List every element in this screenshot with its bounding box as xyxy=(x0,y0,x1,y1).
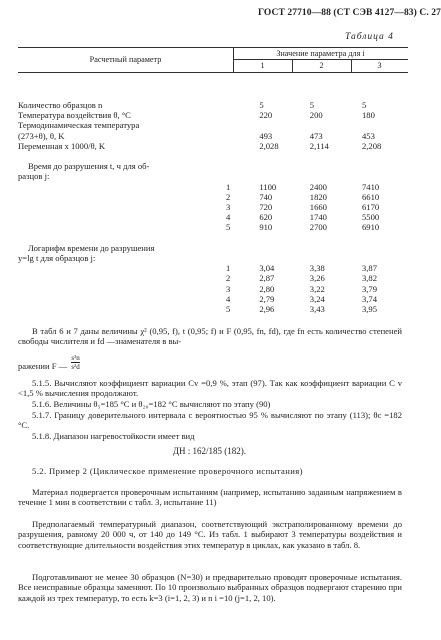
cell-value-3: 453 xyxy=(361,130,375,141)
cell-value-1 xyxy=(256,171,309,181)
table-row xyxy=(18,192,408,202)
cell-value-1 xyxy=(256,253,309,263)
paragraph-temperature-range: Предполагаемый температурный диапазон, соответствующий экстраполированному времени до разрушения, равному 20 000 ч, от 140 до 149 °С. Из табл. 1 выбирают 3 температуры воздействия и соответствующие длительности воздействия этих температур в циклах, как указано в табл. 8. xyxy=(18,519,402,550)
cell-value-2: 200 xyxy=(309,110,323,121)
table-row xyxy=(18,131,408,141)
row-label: Термодинамическая температура xyxy=(18,120,140,131)
cell-value-1: 220 xyxy=(259,110,273,121)
table-row xyxy=(18,294,408,304)
table-row xyxy=(18,253,408,263)
row-label: 1 xyxy=(226,181,231,192)
table-row xyxy=(18,161,408,171)
cell-value-3 xyxy=(362,120,408,130)
cell-value-3: 6910 xyxy=(361,222,380,233)
cell-value-2 xyxy=(310,253,362,263)
row-label xyxy=(18,233,256,243)
cell-value-2: 2400 xyxy=(309,181,327,192)
table-row xyxy=(18,212,408,222)
column-header-3: 3 xyxy=(377,61,382,70)
table-row xyxy=(18,151,408,161)
row-label: (273+θ), θ, K xyxy=(18,130,65,141)
table-row xyxy=(18,120,408,130)
column-header-values: Значение параметра для i xyxy=(276,49,365,58)
cell-value-1: 493 xyxy=(259,130,273,141)
cell-value-2 xyxy=(310,171,362,181)
row-label xyxy=(18,151,256,161)
table-row xyxy=(18,141,408,151)
cell-value-2 xyxy=(310,243,362,253)
cell-value-3: 3,74 xyxy=(361,293,378,304)
row-label: Время до разрушения t, ч для об- xyxy=(28,161,150,172)
cell-value-3 xyxy=(362,151,408,161)
row-label: 1 xyxy=(226,263,231,274)
section-5-2-heading: 5.2. Пример 2 (Циклическое применение проверочного испытания) xyxy=(32,466,303,476)
row-label: 3 xyxy=(226,283,231,294)
cell-value-2 xyxy=(310,161,362,171)
cell-value-3 xyxy=(362,233,408,243)
cell-value-3: 7410 xyxy=(361,181,380,192)
cell-value-3 xyxy=(362,161,408,171)
column-header-parameter: Расчетный параметр xyxy=(89,55,162,64)
paragraph-samples: Подготавливают не менее 30 образцов (N=30) и предварительно проводят проверочные испытания. Все неисправные образцы заменяют. По 10 произвольно выбранных образцов подвергают старению при каждой из трех температур, то есть k=3 (i=1, 2, 3) и n i =10 (j=1, 2, 10). xyxy=(18,572,402,603)
cell-value-1 xyxy=(256,151,309,161)
table-row xyxy=(18,222,408,232)
cell-value-3 xyxy=(362,253,408,263)
table-row xyxy=(18,304,408,314)
table-row xyxy=(18,171,408,181)
cell-value-2: 3,22 xyxy=(309,283,325,294)
cell-value-2: 473 xyxy=(309,130,323,141)
table-top-rule xyxy=(18,47,408,48)
cell-value-3: 2,208 xyxy=(361,140,382,151)
cell-value-3: 6610 xyxy=(361,191,380,202)
cell-value-2: 1820 xyxy=(309,191,327,202)
table-row xyxy=(18,110,408,120)
cell-value-2 xyxy=(310,151,362,161)
cell-value-1: 720 xyxy=(259,202,273,213)
table-row xyxy=(18,100,408,110)
cell-value-1: 2,79 xyxy=(259,293,275,304)
cell-value-3: 5500 xyxy=(361,212,380,223)
cell-value-1: 620 xyxy=(259,212,273,223)
cell-value-1: 5 xyxy=(259,100,264,110)
row-label: 4 xyxy=(226,212,231,223)
formula-dn: ДН : 162/185 (182). xyxy=(172,446,247,456)
row-label: 2 xyxy=(226,191,231,202)
table-row xyxy=(18,263,408,273)
cell-value-1: 740 xyxy=(259,191,273,202)
row-label: Количество образцов n xyxy=(18,100,103,110)
cell-value-1 xyxy=(256,120,309,130)
table-row xyxy=(18,202,408,212)
row-label: 5 xyxy=(226,222,231,233)
cell-value-3: 3,79 xyxy=(361,283,378,294)
table-head-bottom-rule xyxy=(18,72,408,73)
row-label: y=lg t для образцов j: xyxy=(18,253,96,264)
row-label: Логарифм времени до разрушения xyxy=(28,242,155,253)
cell-value-3: 5 xyxy=(361,100,367,110)
cell-value-1: 2,028 xyxy=(259,140,279,151)
table-subhead-rule xyxy=(233,59,408,60)
table-row xyxy=(18,284,408,294)
cell-value-1 xyxy=(256,243,309,253)
paragraph-5-1-6: 5.1.6. Величины θ₅=185 °C и θ₂₀=182 °C вычисляют по этапу (90) xyxy=(32,399,271,409)
paragraph-table-note: В табл 6 и 7 даны величины χ² (0,95, f), t (0,95; f) и F (0,95, fn, fd), где fn есть количество степеней свободы числителя и fd —знаменателя в вы- xyxy=(18,326,402,347)
cell-value-3: 180 xyxy=(361,110,375,121)
cell-value-2: 3,24 xyxy=(309,293,325,304)
cell-value-1: 2,80 xyxy=(259,283,275,294)
cell-value-2: 3,38 xyxy=(309,263,325,274)
cell-value-3 xyxy=(362,171,408,181)
table-label: Таблица 4 xyxy=(345,32,394,42)
row-label: Переменная x 1000/θ, K xyxy=(18,140,106,151)
cell-value-2: 5 xyxy=(309,100,315,110)
row-label: 2 xyxy=(226,273,231,284)
fraction: $\frac{\text{s²n}}{\text{s²d}}$ xyxy=(71,354,80,371)
cell-value-3: 3,87 xyxy=(361,263,378,274)
row-label: разцов j: xyxy=(18,171,50,182)
cell-value-3: 3,82 xyxy=(361,273,378,284)
cell-value-2: 3,26 xyxy=(309,273,325,284)
row-label: 3 xyxy=(226,202,231,213)
cell-value-1: 910 xyxy=(259,222,273,233)
row-label: 5 xyxy=(226,304,231,315)
paragraph-material: Материал подвергается проверочным испытаниям (например, испытанию заданным напряжением в течение 1 мин в соответствии с табл. 3, испытание 11) xyxy=(18,487,402,508)
cell-value-2: 2700 xyxy=(309,222,327,233)
cell-value-1: 2,96 xyxy=(259,304,275,315)
paragraph-5-1-7: 5.1.7. Границу доверительного интервала с вероятностью 95 % вычисляют по этапу (113); θc =182 °C. xyxy=(18,410,402,431)
paragraph-5-1-5: 5.1.5. Вычисляют коэффициент вариации Cv =0,9 %, этап (97). Так как коэффициент вариации C v <1,5 % вычисления продолжают. xyxy=(18,378,402,399)
cell-value-2: 1740 xyxy=(309,212,327,223)
parameter-table xyxy=(18,100,408,314)
row-label: Температура воздействия θ, °С xyxy=(18,110,131,121)
paragraph-5-1-8: 5.1.8. Диапазон нагревостойкости имеет вид xyxy=(32,431,195,441)
cell-value-3 xyxy=(362,243,408,253)
table-row xyxy=(18,243,408,253)
cell-value-1 xyxy=(256,161,309,171)
cell-value-1: 3,04 xyxy=(259,263,275,274)
paragraph-f-expression: ражении F — $\frac{\text{s²n}}{\text{s²d}}$ xyxy=(18,354,80,372)
page-header: ГОСТ 27710—88 (СТ СЭВ 4127—83) С. 27 xyxy=(258,8,441,18)
cell-value-1 xyxy=(256,233,309,243)
cell-value-2 xyxy=(310,120,362,130)
cell-value-2: 2,114 xyxy=(309,140,329,151)
cell-value-2: 1660 xyxy=(309,202,327,213)
cell-value-2: 3,43 xyxy=(309,304,325,315)
cell-value-2 xyxy=(310,233,362,243)
table-row xyxy=(18,233,408,243)
column-header-1: 1 xyxy=(260,61,265,70)
table-row xyxy=(18,273,408,283)
cell-value-1: 2,87 xyxy=(259,273,275,284)
cell-value-1: 1100 xyxy=(259,181,277,192)
table-row xyxy=(18,182,408,192)
cell-value-3: 3,95 xyxy=(361,304,378,315)
column-header-2: 2 xyxy=(319,61,324,70)
row-label: 4 xyxy=(226,293,231,304)
cell-value-3: 6170 xyxy=(361,202,380,213)
